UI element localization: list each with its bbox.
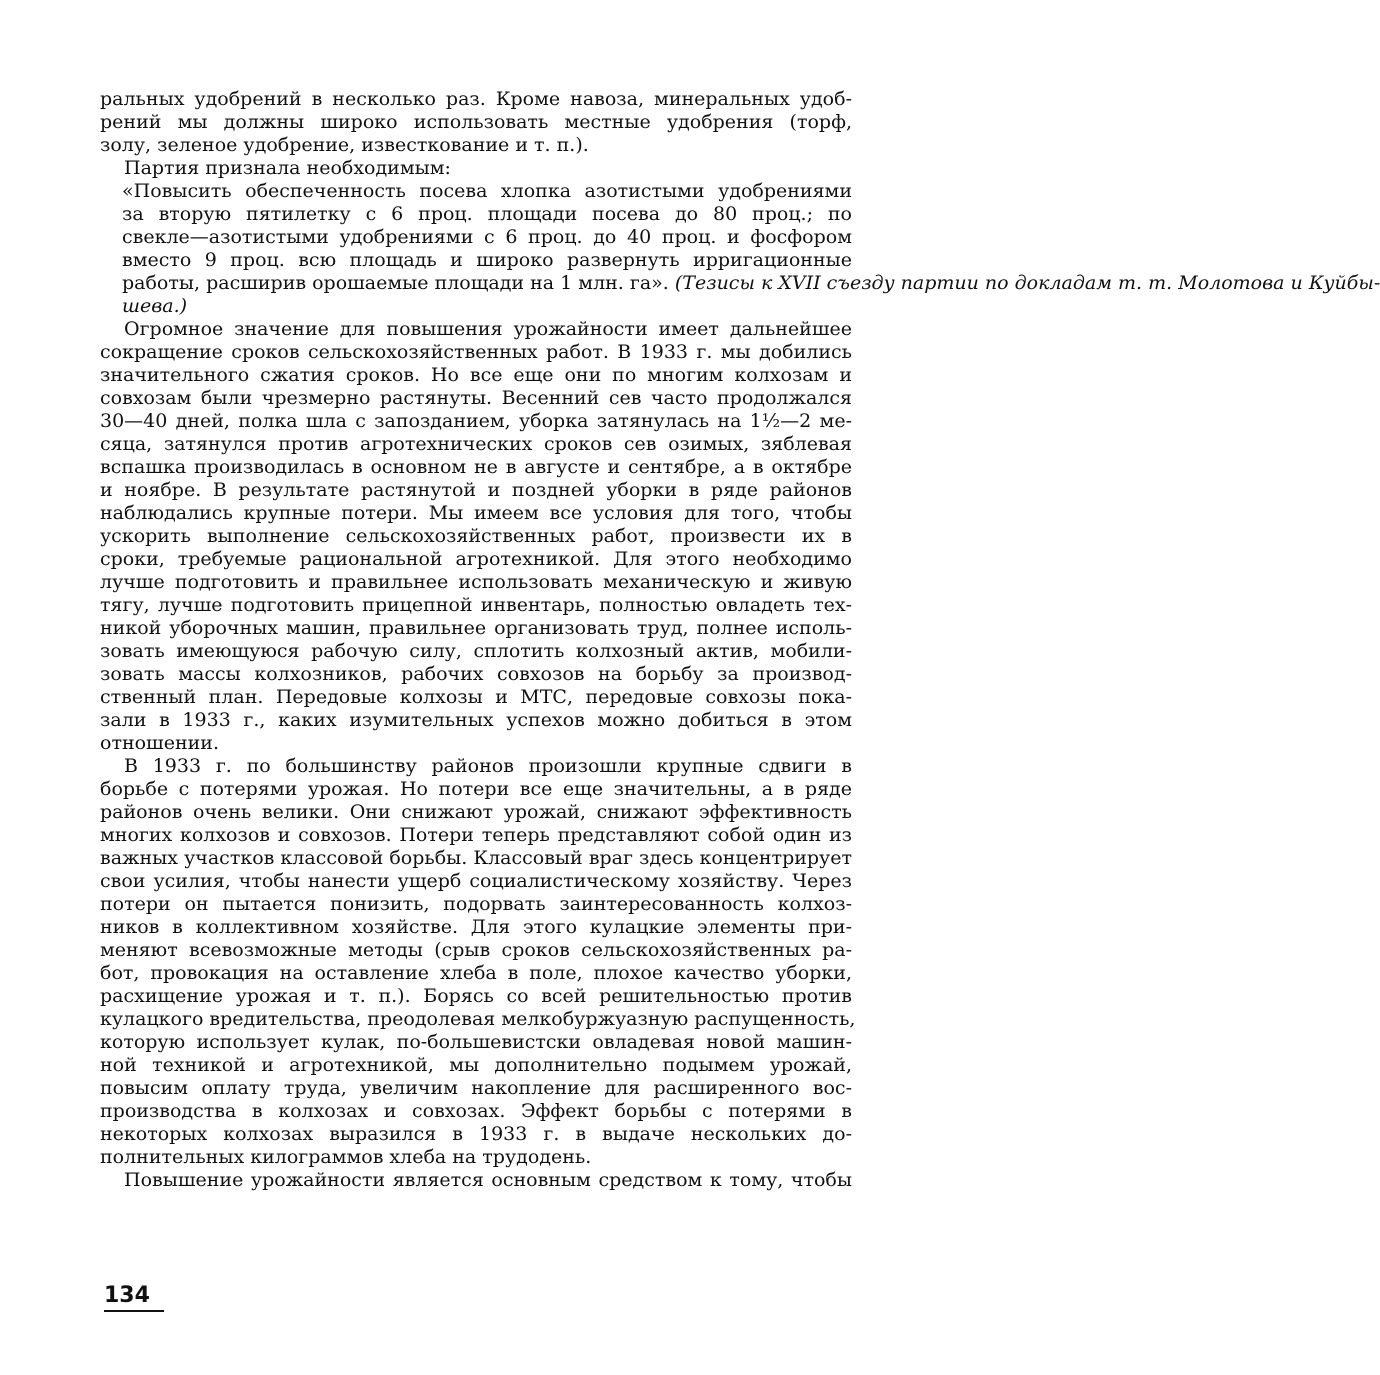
text-line: вспашка производилась в основном не в августе и сентябре, а в октябре [100,456,852,478]
text-line: кулацкого вредительства, преодолевая мелкобуржуазную распущенность, [100,1008,856,1030]
text-line: Огромное значение для повышения урожайности имеет дальнейшее [124,318,852,340]
citation-line: шева.) [122,295,188,317]
body-text [100,88,1380,1192]
text-line: рений мы должны широко использовать местные удобрения (торф, [100,111,852,133]
text-line: 30—40 дней, полка шла с запозданием, уборка затянулась на 1½—2 ме- [100,410,852,432]
quote-line: вместо 9 проц. всю площадь и широко развернуть ирригационные [122,249,852,271]
text-line: потери он пытается понизить, подорвать заинтересованность колхоз- [100,893,852,915]
text-line: сяца, затянулся против агротехнических сроков сев озимых, зяблевая [100,433,852,455]
text-line: отношении. [100,732,219,754]
quote-line: «Повысить обеспеченность посева хлопка азотистыми удобрениями [122,180,852,202]
text-line: значительного сжатия сроков. Но все еще они по многим колхозам и [100,364,852,386]
text-line: и ноябре. В результате растянутой и поздней уборки в ряде районов [100,479,852,501]
text-line: золу, зеленое удобрение, известкование и т. п.). [100,134,589,156]
text-line: некоторых колхозах выразился в 1933 г. в выдаче нескольких до- [100,1123,852,1145]
text-line: важных участков классовой борьбы. Классовый враг здесь концентрирует [100,847,852,869]
text-line: сокращение сроков сельскохозяйственных работ. В 1933 г. мы добились [100,341,852,363]
text-line: сроки, требуемые рациональной агротехникой. Для этого необходимо [100,548,852,570]
text-line: ной техникой и агротехникой, мы дополнительно подымем урожай, [100,1054,852,1076]
citation-text: (Тезисы к XVII съезду партии по докладам т. т. Молотова и Куйбы- [674,272,1380,294]
text-line: В 1933 г. по большинству районов произошли крупные сдвиги в [124,755,852,777]
quote-text: работы, расширив орошаемые площади на 1 млн. га». [122,272,669,294]
text-line: ников в коллективном хозяйстве. Для этого кулацкие элементы при- [100,916,852,938]
text-line: Партия признала необходимым: [124,157,451,179]
text-line: борьбе с потерями урожая. Но потери все еще значительны, а в ряде [100,778,852,800]
text-line: Повышение урожайности является основным средством к тому, чтобы [124,1169,852,1191]
text-line: свои усилия, чтобы нанести ущерб социалистическому хозяйству. Через [100,870,852,892]
text-line: ускорить выполнение сельскохозяйственных работ, произвести их в [100,525,852,547]
text-line: многих колхозов и совхозов. Потери теперь представляют собой один из [100,824,852,846]
text-line: тягу, лучше подготовить прицепной инвентарь, полностью овладеть тех- [100,594,852,616]
text-line: расхищение урожая и т. п.). Борясь со всей решительностью против [100,985,852,1007]
page-number: 134 [104,1282,164,1312]
quote-line: свекле—азотистыми удобрениями с 6 проц. до 40 проц. и фосфором [122,226,852,248]
text-line: зали в 1933 г., каких изумительных успехов можно добиться в этом [100,709,852,731]
text-line: полнительных килограммов хлеба на трудодень. [100,1146,592,1168]
text-line: бот, провокация на оставление хлеба в поле, плохое качество уборки, [100,962,852,984]
text-line: меняют всевозможные методы (срыв сроков сельскохозяйственных ра- [100,939,852,961]
text-line: которую использует кулак, по-большевистски овладевая новой машин- [100,1031,852,1053]
text-line: лучше подготовить и правильнее использовать механическую и живую [100,571,852,593]
text-line: ральных удобрений в несколько раз. Кроме навоза, минеральных удоб- [100,88,852,110]
text-line: производства в колхозах и совхозах. Эффект борьбы с потерями в [100,1100,852,1122]
text-line: повысим оплату труда, увеличим накопление для расширенного вос- [100,1077,852,1099]
quote-line: за вторую пятилетку с 6 проц. площади посева до 80 проц.; по [122,203,852,225]
text-line: ственный план. Передовые колхозы и МТС, передовые совхозы пока- [100,686,852,708]
quote-line [100,272,1380,295]
text-line: никой уборочных машин, правильнее организовать труд, полнее исполь- [100,617,852,639]
text-line: зовать массы колхозников, рабочих совхозов на борьбу за производ- [100,663,852,685]
text-line: зовать имеющуюся рабочую силу, сплотить колхозный актив, мобили- [100,640,852,662]
text-line: совхозам были чрезмерно растянуты. Весенний сев часто продолжался [100,387,852,409]
text-line: наблюдались крупные потери. Мы имеем все условия для того, чтобы [100,502,852,524]
text-line: районов очень велики. Они снижают урожай, снижают эффективность [100,801,852,823]
